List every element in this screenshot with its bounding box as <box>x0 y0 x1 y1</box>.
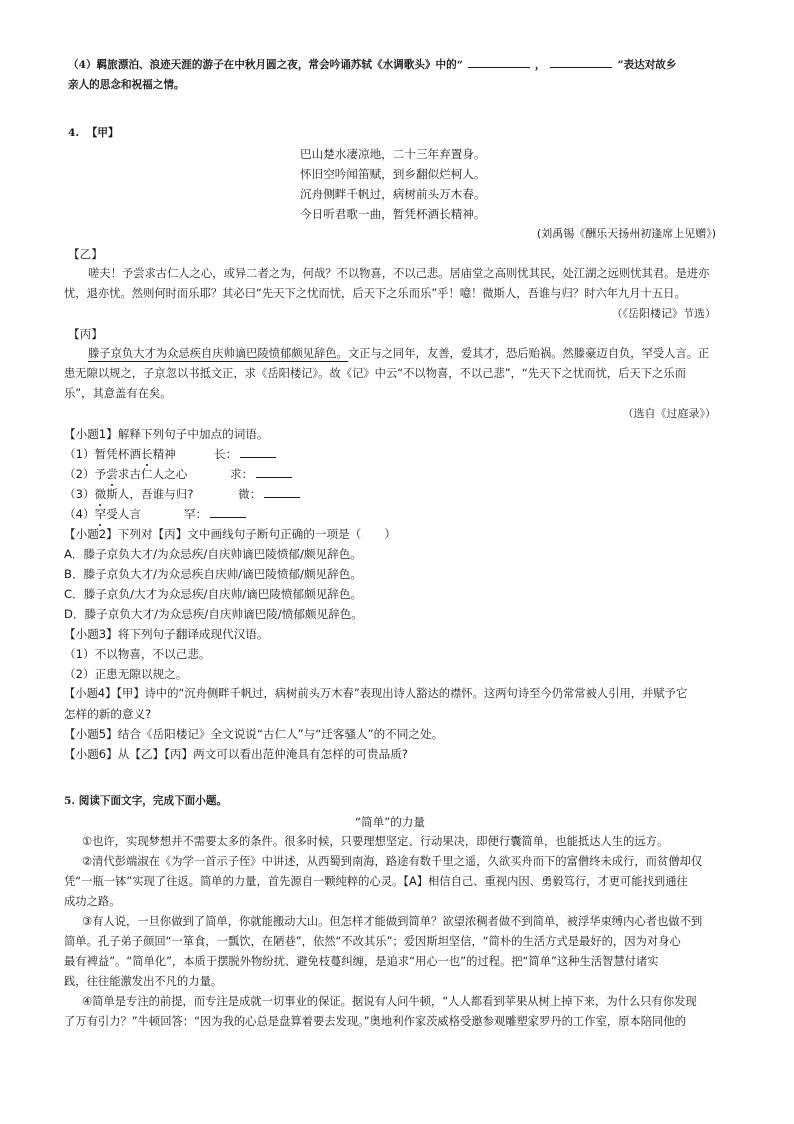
sub1-item: （1）暂凭杯酒长精神 <box>64 447 176 461</box>
sub4-line-1: 【小题4】【甲】诗中的“沉舟侧畔千帆过，病树前头万木春”表现出诗人豁达的襟怀。这两句诗至今仍常常被人引用，并赋予它 <box>64 687 688 700</box>
poem-line: 巴山楚水凄凉地，二十三年弃置身。 <box>300 147 486 161</box>
sub1-title: 【小题1】解释下列句子中加点的词语。 <box>64 427 269 441</box>
sub2-title: 【小题2】下列对【丙】文中画线句子断句正确的一项是（ ） <box>64 527 397 541</box>
bing-line-2: 患无隙以规之，子京忽以书抵文正，求《岳阳楼记》。故《记》中云“不以物喜，不以己悲”，“先天下之忧而忧，后天下之乐而 <box>64 367 686 380</box>
bing-line-3: 乐”，其意盖有在矣。 <box>64 387 172 400</box>
q5-line: ①也许，实现梦想并不需要太多的条件。很多时候，只要理想坚定、行动果决，即便行囊简单，也能抵达人生的远方。 <box>82 835 669 848</box>
sub5: 【小题5】结合《岳阳楼记》全文说说“古仁人”与“迁客骚人”的不同之处。 <box>64 727 444 741</box>
answer-blank[interactable] <box>264 488 300 498</box>
bing-rest: 文正与之同年，友善，爱其才，恐后贻祸。然滕豪迈自负，罕受人言。正 <box>347 347 710 360</box>
answer-blank-2[interactable] <box>550 58 612 68</box>
sub1-item: （3）微斯人，吾谁与归? <box>64 487 194 501</box>
q5-line: ④简单是专注的前提，而专注是成就一切事业的保证。据说有人问牛顿，“人人都看到苹果从树上掉下来，为什么只有你发现 <box>82 995 697 1008</box>
poem-line: 今日听君歌一曲，暂凭杯酒长精神。 <box>300 207 486 221</box>
q5-line: ③有人说，一旦你做到了简单，你就能搬动大山。但怎样才能做到简单？欲望浓稠者做不到简单，被浮华束缚内心者也做不到 <box>82 915 703 928</box>
q4-part4-comma: ， <box>534 59 546 71</box>
q4-part4-line1 <box>68 58 677 72</box>
sub2-option-b[interactable]: B．滕子京负大才/为众忌疾自庆帅/谪巴陵愤郁/颇见辞色。 <box>64 567 362 581</box>
bing-underlined-sentence: 滕子京负大才为众忌疾自庆帅谪巴陵愤郁颇见辞色。 <box>88 347 348 360</box>
q5-line: 了万有引力？”牛顿回答：“因为我的心总是盘算着要去发现。”奥地利作家茨威格受邀参观雕塑家罗丹的工作室，原本陪同他的 <box>64 1015 686 1028</box>
sub1-answer[interactable]: 罕： <box>184 507 246 521</box>
poem-line: 沉舟侧畔千帆过，病树前头万木春。 <box>300 187 486 201</box>
sub1-answer[interactable]: 求： <box>230 467 292 481</box>
jia-label: 【甲】 <box>86 127 119 139</box>
q5-line: 践，往往能激发出不凡的力量。 <box>64 975 223 988</box>
bing-line-1 <box>88 347 709 361</box>
yi-line-1: 嗟夫！予尝求古仁人之心，或异二者之为，何哉？不以物喜，不以己悲。居庙堂之高则忧其民，处江湖之远则忧其君。是进亦 <box>88 267 710 280</box>
q5-line: 成功之路。 <box>64 895 121 908</box>
q5-title: “简单”的力量 <box>355 815 425 829</box>
sub3-item: （1）不以物喜，不以己悲。 <box>64 647 211 661</box>
sub2-option-c[interactable]: C．滕子京负/大才为众忌疾/自庆帅/谪巴陵愤郁颇见辞色。 <box>64 587 363 601</box>
sub3-item: （2）正患无隙以规之。 <box>64 667 188 681</box>
q4-part4-prefix: （4）羁旅漂泊、浪迹天涯的游子在中秋月圆之夜，常会吟诵苏轼《水调歌头》中的“ <box>68 59 463 71</box>
sub6: 【小题6】从【乙】【丙】两文可以看出范仲淹具有怎样的可贵品质? <box>64 747 408 761</box>
bing-label: 【丙】 <box>68 327 103 341</box>
q4-header <box>68 126 119 140</box>
sub2-option-d[interactable]: D．滕子京负大才/为众忌疾/自庆帅谪巴陵/愤郁颇见辞色。 <box>64 607 363 621</box>
q5-line: 凭“一瓶一钵”实现了往返。简单的力量，首先源自一颗纯粹的心灵。【A】相信自己、重视内因、勇毅笃行，才更可能找到通往 <box>64 875 688 888</box>
answer-blank[interactable] <box>240 448 276 458</box>
answer-blank-1[interactable] <box>468 58 530 68</box>
sub1-answer[interactable]: 长： <box>214 447 276 461</box>
answer-blank[interactable] <box>256 468 292 478</box>
poem-line: 怀旧空吟闻笛赋，到乡翻似烂柯人。 <box>300 167 486 181</box>
poem-source: (刘禹锡《酬乐天扬州初逢席上见赠》) <box>536 227 716 240</box>
q5-line: ②清代彭端淑在《为学一首示子侄》中讲述，从西蜀到南海，路途有数千里之遥，久欲买舟而下的富僧终未成行，而贫僧却仅 <box>82 855 703 868</box>
sub3-title: 【小题3】将下列句子翻译成现代汉语。 <box>64 627 269 641</box>
q5-header: 5. 阅读下面文字，完成下面小题。 <box>64 795 228 807</box>
yi-label: 【乙】 <box>68 247 103 261</box>
sub1-answer[interactable]: 微： <box>238 487 300 501</box>
q4-part4-line2: 亲人的思念和祝福之情。 <box>68 79 185 91</box>
answer-blank[interactable] <box>210 508 246 518</box>
q4-number: 4. <box>68 127 80 139</box>
q5-line: 简单。孔子弟子颜回“一箪食，一瓢饮，在陋巷”，依然“不改其乐”；爱因斯坦坚信，“简朴的生活方式是最好的，因为对身心 <box>64 935 681 948</box>
q5-line: 最有裨益”。“简单化”，本质于摆脱外物纷扰、避免枝蔓纠缠，是追求“用心一也”的过程。把“简单”这种生活智慧付诸实 <box>64 955 659 968</box>
yi-line-2: 忧，退亦忧。然则何时而乐耶？其必曰“先天下之忧而忧，后天下之乐而乐”乎！噫！微斯人，吾谁与归？时六年九月十五日。 <box>64 287 686 300</box>
yi-source: （《岳阳楼记》节选） <box>611 307 716 320</box>
q4-part4-suffix: ”表达对故乡 <box>617 59 677 71</box>
sub1-item: （4）罕受人言 <box>64 507 141 521</box>
bing-source: （选自《过庭录》） <box>622 407 716 420</box>
sub1-item: （2）予尝求古仁人之心 <box>64 467 188 481</box>
sub4-line-2: 怎样的新的意义? <box>64 707 152 721</box>
sub2-option-a[interactable]: A．滕子京负大才/为众忌疾/自庆帅谪巴陵愤郁/颇见辞色。 <box>64 547 362 561</box>
